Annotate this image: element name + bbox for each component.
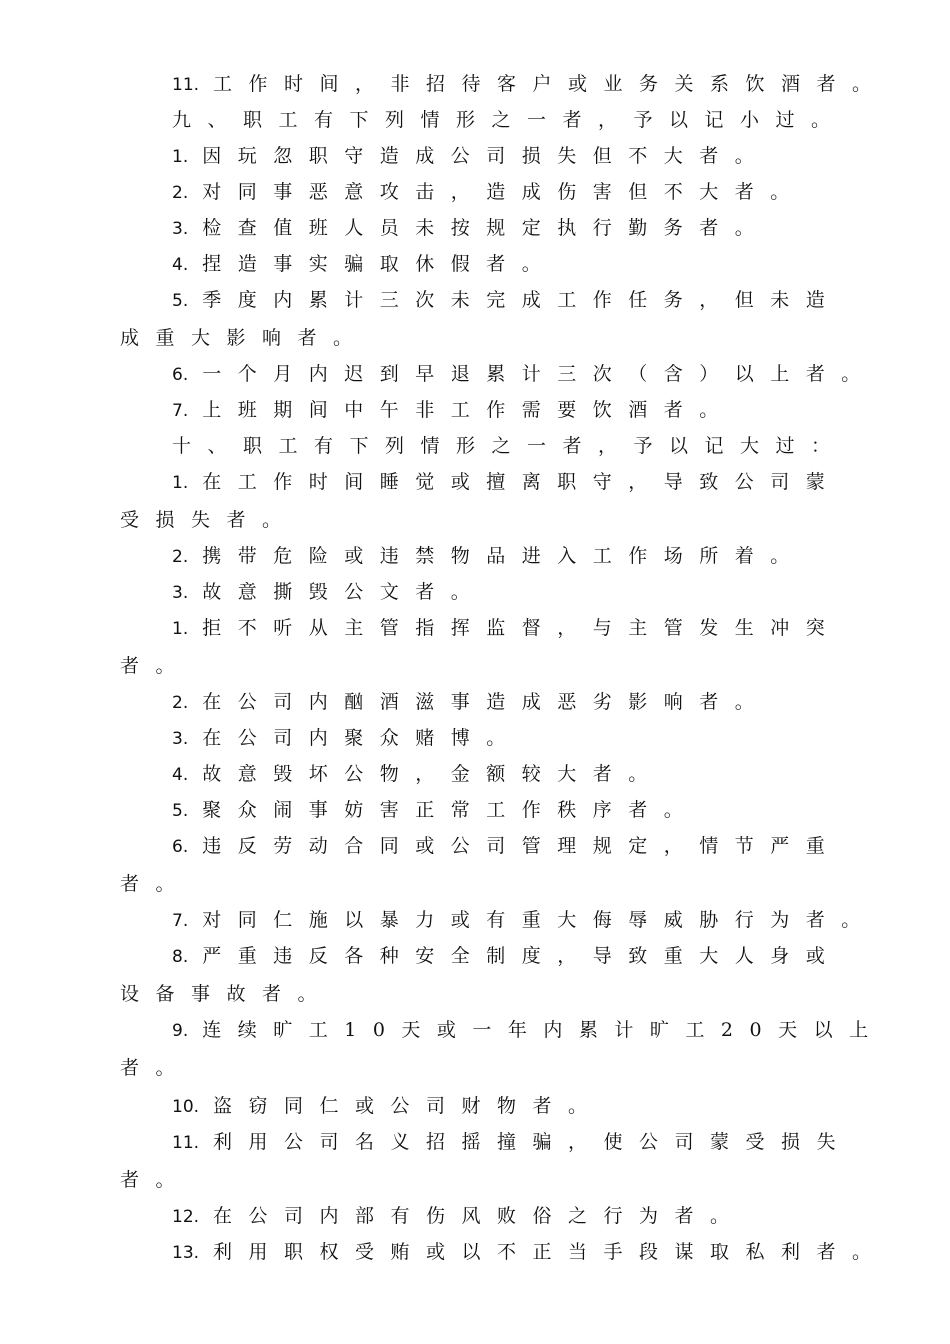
line-text: 拒不听从主管指挥监督，与主管发生冲突 (202, 617, 842, 639)
document-line (0, 1018, 950, 1043)
line-text: 者。 (120, 1169, 192, 1191)
item-number: 9. (172, 1021, 189, 1041)
item-number: 1. (172, 147, 189, 167)
item-number: 11. (172, 75, 200, 95)
line-text: 捏造事实骗取休假者。 (202, 253, 558, 275)
line-text: 检查值班人员未按规定执行勤务者。 (202, 217, 771, 239)
item-number: 6. (172, 365, 189, 385)
document-line (0, 1094, 950, 1119)
item-number: 7. (172, 911, 189, 931)
line-text: 因玩忽职守造成公司损失但不大者。 (202, 145, 771, 167)
line-text: 连续旷工10天或一年内累计旷工20天以上 (202, 1019, 885, 1041)
line-text: 十、职工有下列情形之一者，予以记大过： (172, 435, 847, 457)
item-number: 5. (172, 291, 189, 311)
document-line (0, 872, 950, 896)
line-text: 成重大影响者。 (120, 327, 369, 349)
item-number: 2. (172, 183, 189, 203)
line-text: 一个月内迟到早退累计三次（含）以上者。 (202, 363, 877, 385)
line-text: 者。 (120, 655, 192, 677)
item-number: 7. (172, 401, 189, 421)
line-text: 受损失者。 (120, 509, 298, 531)
document-line (0, 544, 950, 569)
line-text: 工作时间，非招待客户或业务关系饮酒者。 (213, 73, 888, 95)
line-text: 盗窃同仁或公司财物者。 (213, 1095, 604, 1117)
item-number: 4. (172, 255, 189, 275)
line-text: 利用职权受贿或以不正当手段谋取私利者。 (213, 1241, 888, 1263)
document-line (0, 362, 950, 387)
item-number: 3. (172, 219, 189, 239)
line-text: 上班期间中午非工作需要饮酒者。 (202, 399, 735, 421)
line-text: 设备事故者。 (120, 983, 334, 1005)
item-number: 3. (172, 583, 189, 603)
item-number: 10. (172, 1097, 200, 1117)
line-text: 故意撕毁公文者。 (202, 581, 487, 603)
document-line (0, 508, 950, 532)
document-line (0, 326, 950, 350)
item-number: 11. (172, 1133, 200, 1153)
document-line (0, 798, 950, 823)
line-text: 携带危险或违禁物品进入工作场所着。 (202, 545, 806, 567)
document-line (0, 108, 950, 132)
item-number: 2. (172, 547, 189, 567)
line-text: 对同事恶意攻击，造成伤害但不大者。 (202, 181, 806, 203)
document-line (0, 690, 950, 715)
document-line (0, 726, 950, 751)
document-line (0, 144, 950, 169)
document-line (0, 252, 950, 277)
document-line (0, 1240, 950, 1265)
line-text: 利用公司名义招摇撞骗，使公司蒙受损失 (213, 1131, 853, 1153)
document-line (0, 1056, 950, 1080)
item-number: 12. (172, 1207, 200, 1227)
item-number: 1. (172, 619, 189, 639)
line-text: 在公司内聚众赌博。 (202, 727, 522, 749)
document-line (0, 216, 950, 241)
line-text: 九、职工有下列情形之一者，予以记小过。 (172, 109, 847, 131)
document-line (0, 470, 950, 495)
document-line (0, 398, 950, 423)
line-text: 在公司内部有伤风败俗之行为者。 (213, 1205, 746, 1227)
document-line (0, 180, 950, 205)
document-line (0, 616, 950, 641)
document-line (0, 944, 950, 969)
line-text: 违反劳动合同或公司管理规定，情节严重 (202, 835, 842, 857)
document-line (0, 982, 950, 1006)
line-text: 在公司内酗酒滋事造成恶劣影响者。 (202, 691, 771, 713)
line-text: 季度内累计三次未完成工作任务，但未造 (202, 289, 842, 311)
item-number: 6. (172, 837, 189, 857)
line-text: 故意毁坏公物，金额较大者。 (202, 763, 664, 785)
line-text: 聚众闹事妨害正常工作秩序者。 (202, 799, 700, 821)
document-line (0, 654, 950, 678)
line-text: 在工作时间睡觉或擅离职守，导致公司蒙 (202, 471, 842, 493)
item-number: 2. (172, 693, 189, 713)
item-number: 1. (172, 473, 189, 493)
document-line (0, 72, 950, 97)
line-text: 对同仁施以暴力或有重大侮辱威胁行为者。 (202, 909, 877, 931)
document-line (0, 1168, 950, 1192)
document-line (0, 762, 950, 787)
document-line (0, 434, 950, 458)
item-number: 3. (172, 729, 189, 749)
document-line (0, 288, 950, 313)
item-number: 5. (172, 801, 189, 821)
document-line (0, 908, 950, 933)
item-number: 4. (172, 765, 189, 785)
item-number: 8. (172, 947, 189, 967)
document-line (0, 1204, 950, 1229)
line-text: 严重违反各种安全制度，导致重大人身或 (202, 945, 842, 967)
document-line (0, 834, 950, 859)
document-line (0, 1130, 950, 1155)
line-text: 者。 (120, 1057, 192, 1079)
item-number: 13. (172, 1243, 200, 1263)
line-text: 者。 (120, 873, 192, 895)
document-line (0, 580, 950, 605)
